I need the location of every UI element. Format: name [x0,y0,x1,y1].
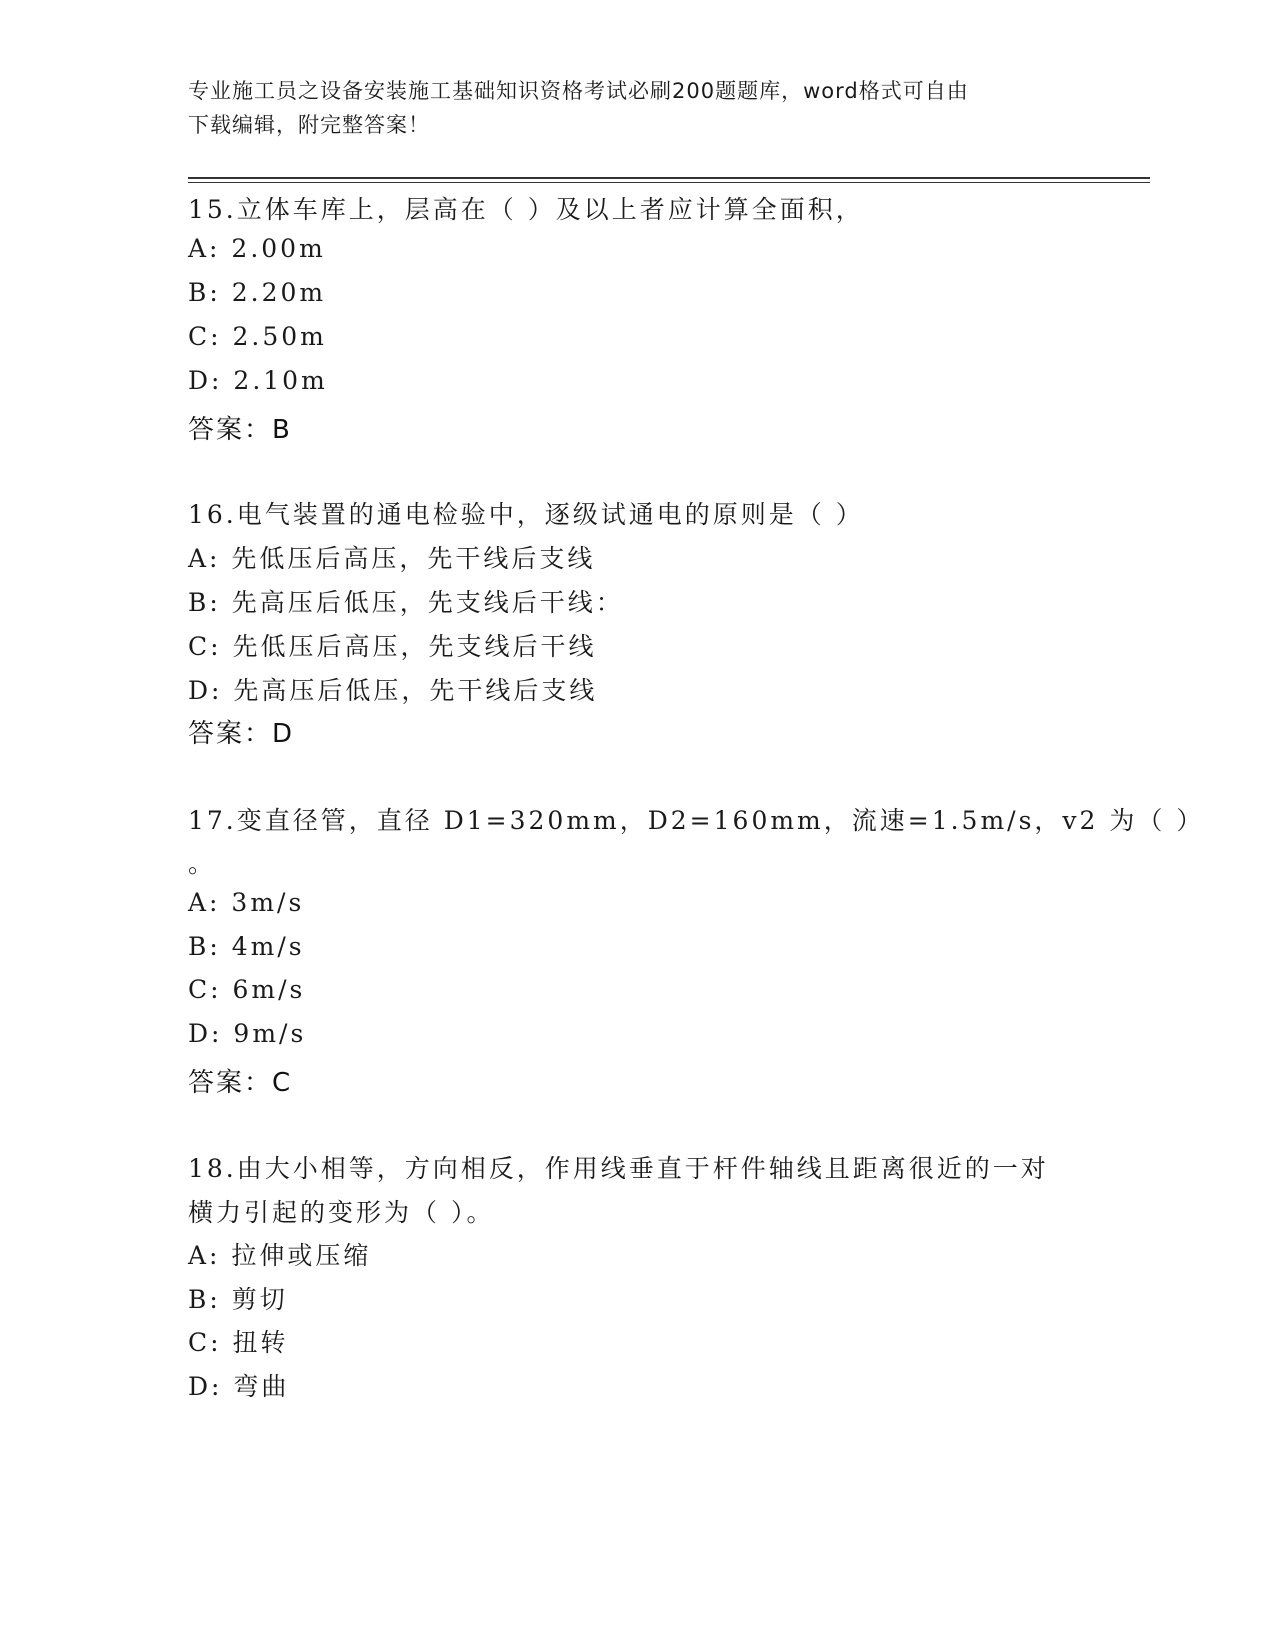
question-stem: 17.变直径管，直径 D1=320mm，D2=160mm，流速=1.5m/s，v2 为（ ） [188,806,1205,835]
question-stem: 16.电气装置的通电检验中，逐级试通电的原则是（ ） [188,500,864,529]
option-a: A: 先低压后高压，先干线后支线 [188,544,596,573]
question-stem-continuation: 横力引起的变形为（ ）。 [188,1198,495,1227]
option-b: B: 先高压后低压，先支线后干线： [188,588,624,617]
question-stem-continuation: 。 [188,849,217,878]
option-b: B: 4m/s [188,932,305,961]
header-divider-thick [188,177,1150,179]
option-b: B: 剪切 [188,1285,288,1314]
option-d: D: 2.10m [188,366,328,395]
option-b: B: 2.20m [188,278,327,307]
option-c: C: 6m/s [188,975,306,1004]
header-line-2: 下载编辑，附完整答案！ [188,113,430,137]
question-stem: 15.立体车库上，层高在（ ）及以上者应计算全面积， [188,195,864,224]
question-stem: 18.由大小相等，方向相反，作用线垂直于杆件轴线且距离很近的一对 [188,1154,1049,1183]
option-d: D: 先高压后低压，先干线后支线 [188,676,598,705]
option-d: D: 弯曲 [188,1372,290,1401]
option-a: A: 2.00m [188,234,326,263]
header-line-1: 专业施工员之设备安装施工基础知识资格考试必刷200题题库，word格式可自由 [188,79,969,103]
document-header [188,74,1088,142]
option-c: C: 先低压后高压，先支线后干线 [188,632,597,661]
answer-line: 答案：C [188,1068,293,1098]
answer-line: 答案：B [188,415,292,445]
header-divider-thin [188,182,1150,183]
option-c: C: 2.50m [188,322,327,351]
option-d: D: 9m/s [188,1019,307,1048]
option-c: C: 扭转 [188,1328,289,1357]
option-a: A: 拉伸或压缩 [188,1241,372,1270]
option-a: A: 3m/s [188,888,305,917]
answer-line: 答案：D [188,719,295,749]
